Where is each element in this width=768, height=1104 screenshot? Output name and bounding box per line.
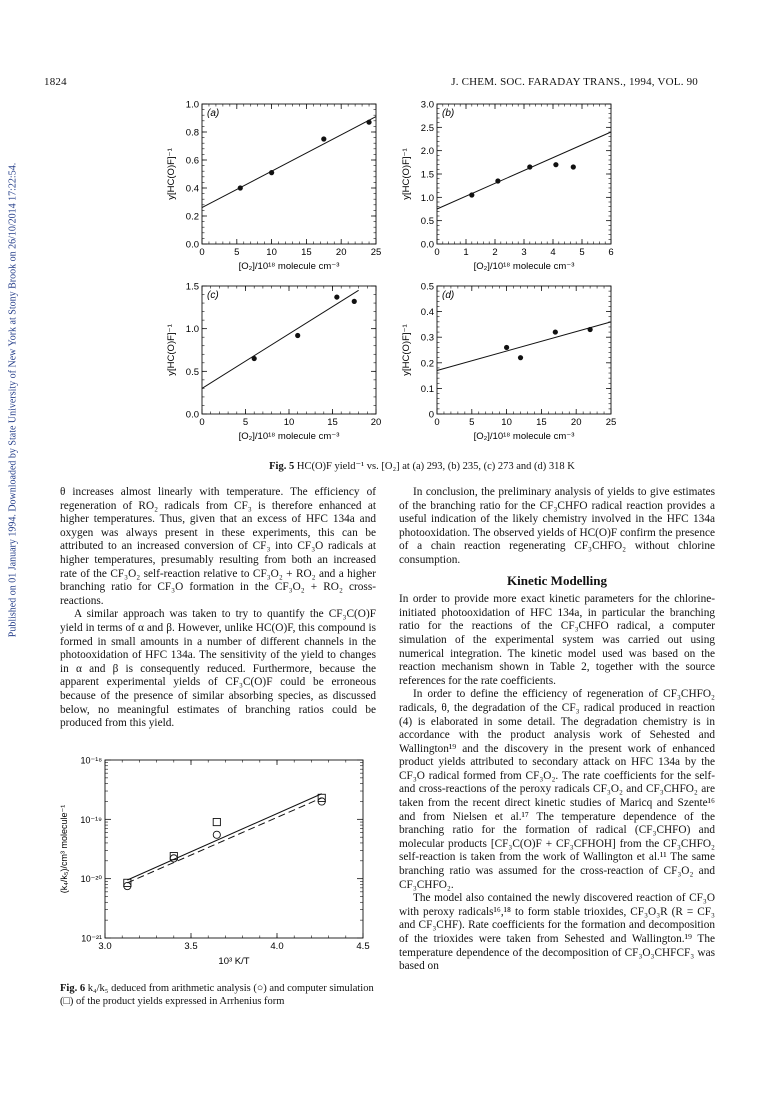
fig6-caption-text: k₄/k₅ deduced from arithmetic analysis (○) and computer simulation (□) of the product yields expressed in Arrhenius form [60, 983, 374, 1007]
x-axis-label: [O₂]/10¹⁸ molecule cm⁻³ [473, 261, 575, 272]
data-point [334, 294, 339, 299]
y-tick-label: 0.0 [420, 239, 434, 251]
x-tick-label: 3.0 [98, 941, 112, 952]
y-tick-label: 1.5 [185, 281, 199, 293]
panel-label: (a) [207, 108, 220, 119]
fig5-panel-d [401, 282, 616, 443]
y-tick-label: 0.1 [420, 383, 434, 395]
data-point [518, 355, 523, 360]
fig5-panel-b [401, 100, 614, 273]
x-tick-label: 20 [335, 247, 347, 258]
x-tick-label: 15 [536, 417, 547, 428]
x-axis-label: 10³ K/T [218, 956, 250, 967]
section-heading: Kinetic Modelling [506, 572, 608, 588]
y-tick-label: 0.8 [185, 127, 199, 139]
y-tick-label: 1.0 [185, 99, 199, 111]
right-paragraph-1: In conclusion, the preliminary analysis of yields to give estimates of the branching ratio for the CF₃CHFO radical reaction provides a useful indication of the likely chemistry involved in the HFC 134a photooxidation. The observed yields of HC(O)F confirm the presence of a chain reaction regenerating CF₃CHFO₂ without chlorine consumption. [399, 486, 715, 566]
fig5-panel-c [166, 282, 381, 443]
download-stamp [6, 140, 20, 660]
left-column [60, 486, 376, 731]
fig5-panel-a [166, 100, 381, 273]
y-tick-label: 0.2 [420, 358, 434, 370]
y-tick-label: 1.0 [185, 324, 199, 336]
y-tick-label: 0.5 [420, 216, 434, 228]
x-tick-label: 2 [492, 247, 498, 258]
x-tick-label: 5 [579, 247, 585, 258]
panel-label: (b) [442, 108, 455, 119]
fit-line [437, 132, 611, 209]
x-tick-label: 6 [608, 247, 614, 258]
fit-line [202, 117, 376, 208]
journal-header: J. CHEM. SOC. FARADAY TRANS., 1994, VOL. 90 [451, 76, 698, 88]
x-tick-label: 5 [469, 417, 475, 428]
y-tick-label: 0 [428, 409, 434, 421]
x-tick-label: 0 [199, 247, 205, 258]
y-tick-label: 0.0 [185, 239, 199, 251]
x-tick-label: 10 [283, 417, 295, 428]
x-tick-label: 1 [463, 247, 469, 258]
y-tick-label: 0.4 [420, 307, 434, 319]
right-paragraph-4: The model also contained the newly discovered reaction of CF₃O with peroxy radicals¹⁶,¹⁸ to form stable trioxides, CF₃O₃R (R = CF₃ and CF₃CHF). Rate coefficients for the formation and decomposition of the trioxides were taken from Sehested and Wallington.¹⁹ The temperature dependence of the decomposition of CF₃O₃CHFCF₃ was based on [399, 892, 715, 973]
right-column [399, 486, 715, 974]
data-point [553, 162, 558, 167]
plot-frame [105, 760, 363, 938]
fit-line [127, 798, 321, 883]
x-tick-label: 4.5 [356, 941, 370, 952]
y-tick-label: 0.2 [185, 211, 199, 223]
data-point [527, 164, 532, 169]
y-axis-label: y[HC(O)F]⁻¹ [401, 148, 412, 200]
left-paragraph-1: θ increases almost linearly with temperature. The efficiency of regeneration of RO₂ radicals from CF₃ is therefore enhanced at higher temperatures. Thus, given that an excess of HFC 134a and oxygen was always present in these experiments, this can be attributed to an increased conversion of CF₃ into CF₃O radicals at higher temperatures, presumably resulting from both an increased rate of the CF₃O₂ self-reaction relative to CF₃O₂ + RO₂ and a higher branching ratio for CF₃O formation in the CF₃O₂ + RO₂ cross-reactions. [60, 486, 376, 607]
data-point [238, 185, 243, 190]
panel-label: (d) [442, 290, 455, 301]
square-marker [213, 818, 220, 825]
page-number: 1824 [44, 76, 67, 88]
x-axis-label: [O₂]/10¹⁸ molecule cm⁻³ [473, 431, 575, 442]
x-tick-label: 0 [199, 417, 205, 428]
y-tick-label: 10⁻¹⁸ [80, 755, 102, 766]
y-tick-label: 3.0 [420, 99, 434, 111]
x-tick-label: 0 [434, 417, 440, 428]
y-axis-label: (k₄/k₅)/cm³ molecule⁻¹ [59, 804, 69, 894]
y-tick-label: 10⁻²¹ [81, 933, 102, 944]
y-tick-label: 0.5 [420, 281, 434, 293]
fig5-caption [222, 460, 622, 473]
x-tick-label: 25 [605, 417, 617, 428]
right-paragraph-3: In order to define the efficiency of regeneration of CF₃CHFO₂ radicals, θ, the degradation of the CF₃ radical produced in reaction (4) is elaborated in some detail. The degradation chemistry is in accordance with the product analysis work of Sehested and Wallington¹⁹ and the discovery in the present work of enhanced product yields attributed to secondary attack on HFC 134a by the CF₃O radical formed from CF₃O₂. The rate coefficients for the self- and cross-reactions of the peroxy radicals CF₃O₂ and CF₃CHFO₂ are taken from the recent direct kinetic studies of Maricq and Szente¹⁶ and from Nielsen et al.¹⁷ The temperature dependence of the branching ratio for the formation of radical (CF₃CHFO) and molecular products [CF₃C(O)F + CF₃CFHOH] from the CF₃CHFO₂ self-reaction is taken from the work of Wallington et al.¹¹ The same branching ratio was assumed for the cross-reaction of CF₃O₂ and CF₃CHFO₂. [399, 688, 715, 891]
data-point [495, 178, 500, 183]
data-point [295, 333, 300, 338]
left-paragraph-2: A similar approach was taken to try to quantify the CF₃C(O)F yield in terms of α and β. However, unlike HC(O)F, this compound is formed in small amounts in a number of different channels in the photooxidation of HFC 134a. The sensitivity of the yield to changes in α and β is consequently reduced. Furthermore, because the apparent experimental yields of CF₃C(O)F could be erroneous because of the presence of similar absorbing species, as discussed below, no meaningful estimates of branching ratios could be produced from this yield. [60, 608, 376, 730]
fig6-caption [60, 982, 376, 1008]
plot-frame [202, 104, 376, 244]
data-point [588, 327, 593, 332]
plot-frame [202, 286, 376, 414]
x-axis-label: [O₂]/10¹⁸ molecule cm⁻³ [238, 431, 340, 442]
x-tick-label: 10 [266, 247, 277, 258]
y-tick-label: 0.6 [185, 155, 199, 167]
panel-label: (c) [207, 290, 219, 301]
x-tick-label: 20 [570, 417, 582, 428]
fit-line [127, 794, 321, 880]
fig5-panels [160, 96, 630, 456]
plot-frame [437, 286, 611, 414]
x-tick-label: 4 [550, 247, 556, 258]
x-tick-label: 5 [242, 417, 249, 428]
download-stamp-text: Published on 01 January 1994. Downloaded by State University of New York at Stony Brook on 26/10/2014 17:22:54. [7, 162, 19, 638]
fit-line [202, 290, 359, 388]
y-tick-label: 10⁻¹⁹ [80, 814, 102, 825]
data-point [352, 299, 357, 304]
y-tick-label: 0.5 [185, 366, 199, 378]
y-tick-label: 2.5 [420, 122, 434, 134]
y-axis-label: y[HC(O)F]⁻¹ [166, 148, 177, 200]
fig6-caption-label: Fig. 6 [60, 983, 86, 994]
fig6-chart [55, 752, 375, 977]
x-tick-label: 25 [370, 247, 382, 258]
y-tick-label: 10⁻²⁰ [80, 874, 102, 885]
x-tick-label: 15 [327, 417, 338, 428]
x-tick-label: 20 [370, 417, 382, 428]
x-tick-label: 0 [434, 247, 440, 258]
x-tick-label: 10 [501, 417, 512, 428]
x-tick-label: 4.0 [270, 941, 284, 952]
data-point [366, 120, 371, 125]
data-point [469, 192, 474, 197]
data-point [571, 164, 576, 169]
plot-frame [437, 104, 611, 244]
y-tick-label: 2.0 [420, 146, 434, 158]
x-axis-label: [O₂]/10¹⁸ molecule cm⁻³ [238, 261, 340, 272]
data-point [504, 345, 509, 350]
data-point [321, 136, 326, 141]
data-point [252, 356, 257, 361]
fig5-caption-text: HC(O)F yield⁻¹ vs. [O₂] at (a) 293, (b) 235, (c) 273 and (d) 318 K [296, 461, 575, 472]
y-tick-label: 1.0 [420, 192, 434, 204]
fit-line [437, 322, 611, 371]
y-axis-label: y[HC(O)F]⁻¹ [401, 324, 412, 376]
data-point [553, 329, 558, 334]
y-tick-label: 0.4 [185, 183, 199, 195]
y-tick-label: 0.3 [420, 332, 434, 344]
x-tick-label: 3.5 [184, 941, 198, 952]
right-paragraph-2: In order to provide more exact kinetic parameters for the chlorine-initiated photooxidation of HFC 134a, in particular the branching ratio for the reactions of the CF₃CHFO radical, a computer simulation of the experimental system was carried out using numerical integration. The kinetic model used was based on the reaction mechanism shown in Table 2, together with the source references for the rate coefficients. [399, 593, 715, 687]
data-point [269, 170, 274, 175]
x-tick-label: 15 [301, 247, 312, 258]
y-tick-label: 1.5 [420, 169, 434, 181]
y-axis-label: y[HC(O)F]⁻¹ [166, 324, 177, 376]
x-tick-label: 3 [521, 247, 527, 258]
y-tick-label: 0.0 [185, 409, 199, 421]
x-tick-label: 5 [234, 247, 240, 258]
fig5-caption-label: Fig. 5 [269, 461, 295, 472]
circle-marker [213, 831, 220, 838]
